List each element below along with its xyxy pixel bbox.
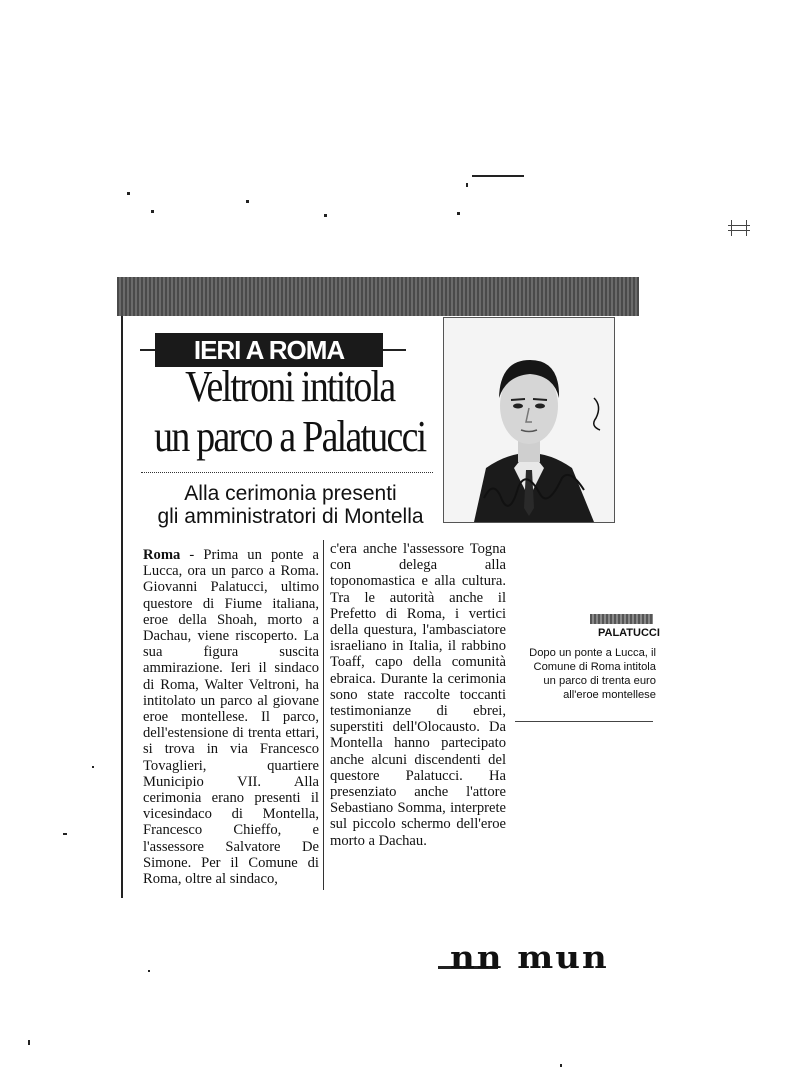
scan-mark [63,833,67,835]
subhead-line-2: gli amministratori di Montella [157,505,424,528]
caption-rule [515,721,653,722]
article-column-2: c'era anche l'assessore Togna con delega alla toponomastica e alla cultura. Tra le autorità anche il Prefetto di Roma, i vertici della questura, l'ambasciatore israeliano in Italia, il rabbino Toaff, capo della comunità ebraica. Durante la cerimonia sono state raccolte toccanti testimonianze di ebrei, superstiti dell'Olocausto. Da Montella hanno partecipato anche alcuni discendenti del questore Palatucci. Ha presenziato anche l'attore Sebastiano Somma, interprete sul piccolo schermo dell'eroe morto a Dachau. [330,541,506,849]
column-divider [323,540,324,890]
subheadline [138,482,443,528]
kicker-label: IERI A ROMA [155,333,383,367]
scan-mark [246,200,249,203]
scan-mark [127,192,130,195]
portrait-illustration [444,318,614,522]
dateline: Roma [143,547,181,563]
cutoff-footer-text: nn mun [450,940,609,976]
scan-mark-dash [472,175,524,177]
scan-mark [151,210,154,213]
scan-mark [560,1064,562,1067]
scan-mark [324,214,327,217]
caption-bar [590,614,653,624]
section-header-bar [117,277,639,316]
scan-mark [457,212,460,215]
article-frame-left [121,316,123,898]
headline [135,362,445,462]
scan-mark-hash [731,220,747,236]
scan-mark [28,1040,30,1045]
scan-mark [466,183,468,187]
article-column-1 [143,547,319,887]
scan-mark [148,970,150,972]
headline-line-2: un parco a Palatucci [154,412,426,461]
caption-title: PALATUCCI [598,627,660,639]
caption-text: Dopo un ponte a Lucca, il Comune di Roma intitola un parco di trenta euro all'eroe montellese [529,647,656,701]
column-1-text: - Prima un ponte a Lucca, ora un parco a Roma. Giovanni Palatucci, ultimo questore di Fiume italiana, eroe della Shoah, morto a Dachau, viene riscoperto. La sua figura suscita ammirazione. Ieri il sindaco di Roma, Walter Veltroni, ha intitolato un parco al giovane eroe montellese. Il parco, dell'estensione di trenta ettari, si trova in via Francesco Tovaglieri, quartiere Municipio VII. Alla cerimonia erano presenti il vicesindaco di Montella, Francesco Chieffo, e l'assessore Salvatore De Simone. Per il Comune di Roma, oltre al sindaco, [143,547,319,888]
scan-mark [92,766,94,768]
subhead-line-1: Alla cerimonia presenti [184,482,397,505]
headline-divider [141,472,433,473]
headline-line-1: Veltroni intitola [185,362,395,411]
portrait-photo [443,317,615,523]
